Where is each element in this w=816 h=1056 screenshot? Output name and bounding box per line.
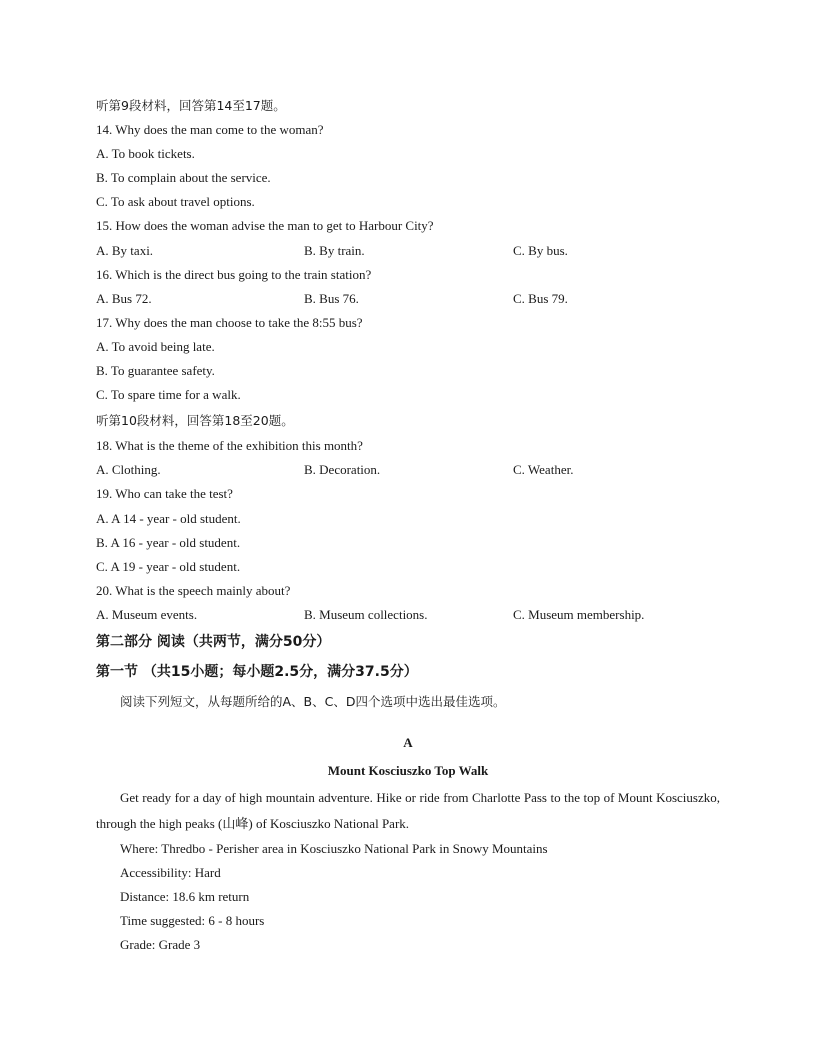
passage-where: Where: Thredbo - Perisher area in Kosciuszko National Park in Snowy Mountains xyxy=(120,840,548,856)
q16-option-c: C. Bus 79. xyxy=(513,290,568,306)
q15-options xyxy=(96,239,720,263)
q17-stem: 17. Why does the man choose to take the 8:55 bus? xyxy=(96,314,363,330)
q19-option-b: B. A 16 - year - old student. xyxy=(96,534,241,550)
q15-option-b: B. By train. xyxy=(304,242,365,258)
q20-option-a: A. Museum events. xyxy=(96,606,198,622)
q18-options xyxy=(96,458,720,482)
part2-title: 第二部分 阅读（共两节，满分50分） xyxy=(96,633,331,650)
q15-option-c: C. By bus. xyxy=(513,242,568,258)
passage-accessibility: Accessibility: Hard xyxy=(120,865,221,881)
q18-option-c: C. Weather. xyxy=(513,462,574,478)
q18-option-b: B. Decoration. xyxy=(304,462,381,478)
q20-stem: 20. What is the speech mainly about? xyxy=(96,582,291,598)
passage-intro: Get ready for a day of high mountain adventure. Hike or ride from Charlotte Pass to the top of Mount Kosciuszko, through the high peaks (山峰) of Kosciuszko National Park. xyxy=(96,789,720,831)
q16-stem: 16. Which is the direct bus going to the train station? xyxy=(96,266,372,282)
passage-distance: Distance: 18.6 km return xyxy=(120,889,250,905)
q17-option-c: C. To spare time for a walk. xyxy=(96,387,241,403)
q14-option-a: A. To book tickets. xyxy=(96,146,195,162)
q16-option-a: A. Bus 72. xyxy=(96,290,152,306)
q18-option-a: A. Clothing. xyxy=(96,462,161,478)
q16-option-b: B. Bus 76. xyxy=(304,290,359,306)
passage-letter: A xyxy=(403,734,413,750)
section9-heading: 听第9段材料，回答第14至17题。 xyxy=(96,98,286,113)
q14-option-b: B. To complain about the service. xyxy=(96,170,271,186)
page-content xyxy=(96,94,720,957)
passage-time: Time suggested: 6 - 8 hours xyxy=(120,913,265,929)
q18-stem: 18. What is the theme of the exhibition this month? xyxy=(96,438,363,454)
q17-option-a: A. To avoid being late. xyxy=(96,338,215,354)
q15-stem: 15. How does the woman advise the man to get to Harbour City? xyxy=(96,218,434,234)
q19-stem: 19. Who can take the test? xyxy=(96,486,233,502)
section10-heading: 听第10段材料，回答第18至20题。 xyxy=(96,413,294,429)
q16-options xyxy=(96,287,720,311)
q15-option-a: A. By taxi. xyxy=(96,242,154,258)
q19-option-c: C. A 19 - year - old student. xyxy=(96,558,241,574)
q20-option-c: C. Museum membership. xyxy=(513,606,645,622)
q20-option-b: B. Museum collections. xyxy=(304,606,428,622)
passage-title: Mount Kosciuszko Top Walk xyxy=(327,762,489,778)
q14-stem: 14. Why does the man come to the woman? xyxy=(96,122,324,138)
q14-option-c: C. To ask about travel options. xyxy=(96,194,255,210)
q19-option-a: A. A 14 - year - old student. xyxy=(96,510,241,526)
reading-instruction: 阅读下列短文，从每题所给的A、B、C、D四个选项中选出最佳选项。 xyxy=(120,693,506,709)
part2-section1-title: 第一节 （共15小题；每小题2.5分，满分37.5分） xyxy=(96,663,418,680)
q20-options xyxy=(96,603,720,627)
passage-grade: Grade: Grade 3 xyxy=(120,937,201,953)
q17-option-b: B. To guarantee safety. xyxy=(96,363,215,379)
